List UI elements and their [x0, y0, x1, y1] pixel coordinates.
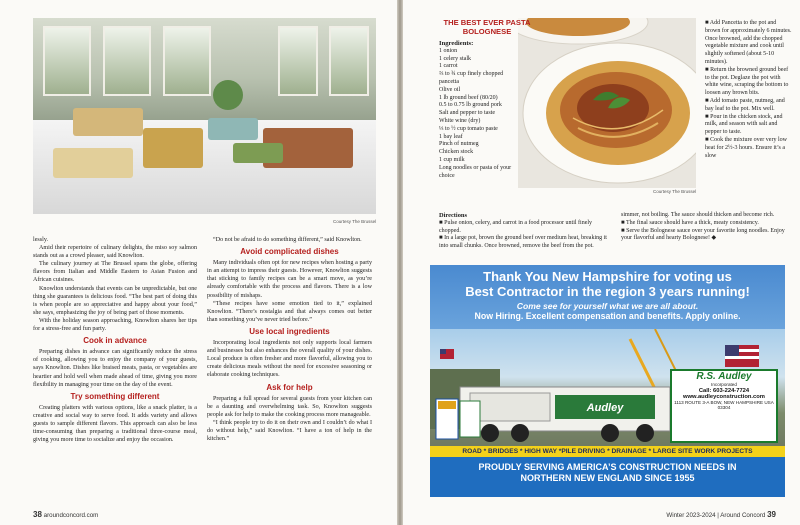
svg-text:Audley: Audley: [586, 402, 624, 414]
ingredient: 1 bay leaf: [439, 133, 463, 140]
pasta-photo: [518, 18, 696, 188]
audley-logo: [670, 369, 778, 443]
right-page: [403, 0, 800, 525]
subheading-avoid-complicated-dishes: Avoid complicated dishes: [240, 247, 339, 257]
paragraph: “These recipes have some emotion tied to it,” explained Knowlton. “There’s nostalgia and that always comes out better than something you’ve never tried before.”: [207, 300, 372, 323]
paragraph: The culinary journey at The Brussel spans the globe, offering flavors from Italian and Middle Eastern to Asian Fusion and African cuisines.: [33, 261, 197, 284]
ingredient: 1 onion: [439, 47, 458, 54]
paragraph: Amid their repertoire of culinary delights, the miso soy salmon stands out as a crowd pleaser, said Knowlton.: [33, 245, 197, 260]
paragraph: “Do not be afraid to do something different,” said Knowlton.: [213, 237, 362, 243]
subheading-try-something-different: Try something different: [70, 391, 160, 401]
ad-footer-line-1: PROUDLY SERVING AMERICA’S CONSTRUCTION NEEDS IN: [478, 462, 737, 472]
paragraph: Preparing dishes in advance can significantly reduce the stress of cooking, allowing you to enjoy the company of your guests, says Knowlton. Dishes like braised meats, pasta, or vegetables are heartier and hold well when made ahead of time, giving you more flexibility in managing your time on the day of the event.: [33, 349, 197, 388]
logo-address: 1113 ROUTE 3-A BOW, NEW HAMPSHIRE USA 03304: [674, 399, 774, 411]
paragraph: Preparing a full spread for several guests from your kitchen can be a daunting and overwhelming task. So, Knowlton suggests people ask for help to make the cooking process more manageable.: [207, 395, 372, 418]
ad-tagline: Come see for yourself what we are all about.: [516, 301, 699, 311]
ingredient: Chicken stock: [439, 149, 474, 156]
recipe-steps: [705, 20, 793, 160]
folio-left: [33, 510, 98, 519]
buffet-photo: [33, 18, 376, 214]
step: ■ Add Pancetta to the pot and brown for approximately 6 minutes. Once browned, add the chopped vegetable mixture and cook until slightly softened (about 5-10 minutes).: [705, 20, 792, 65]
ingredient: Pinch of nutmeg: [439, 141, 479, 148]
direction-step: ■ In a large pot, brown the ground beef over medium heat, breaking it into small chunks. Once browned, remove the beef from the pot.: [439, 235, 607, 250]
step: ■ Pour in the chicken stock, and milk, and season with salt and pepper to taste.: [705, 113, 783, 136]
step: ■ Cook the mixture over very low heat for 2½-3 hours. Ensure it’s a slow: [705, 136, 787, 159]
right-column: [207, 236, 372, 443]
ingredient: 1 cup milk: [439, 156, 465, 163]
ingredient: ⅓ to ½ cup tomato paste: [439, 125, 498, 132]
left-page: [0, 0, 397, 525]
ingredients-list: [439, 40, 537, 180]
logo-name: R.S. Audley: [696, 371, 752, 382]
ingredient: Long noodles or pasta of your choice: [439, 164, 512, 179]
direction-step: ■ Pulse onion, celery, and carrot in a food processor until finely chopped.: [439, 219, 593, 234]
ingredient: 1 carrot: [439, 63, 458, 70]
subheading-use-local-ingredients: Use local ingredients: [249, 326, 330, 336]
ingredient: 1 lb ground beef (80/20): [439, 94, 498, 101]
left-column: [33, 236, 197, 444]
ingredient: 0.5 to 0.75 lb ground pork: [439, 102, 502, 109]
paragraph: Creating platters with various options, like a snack platter, is a creative and social way to serve food. It adds variety and allows guests to sample different flavors. This approach can also be less time-consuming than preparing a traditional three-course meal, giving you more time to socialize and enjoy the occasion.: [33, 404, 197, 444]
ad-headline-1: Thank You New Hampshire for voting us: [483, 269, 732, 284]
step: ■ Return the browned ground beef to the pot. Deglaze the pot with white wine, scraping the bottom to loosen any brown bits.: [705, 66, 789, 97]
photo-credit: Courtesy The Brussel: [333, 219, 377, 224]
ad-hiring: Now Hiring. Excellent compensation and benefits. Apply online.: [474, 311, 741, 321]
direction-step: ■ The final sauce should have a thick, meaty consistency.: [621, 219, 759, 226]
ad-services-strip: ROAD * BRIDGES * HIGH WAY *PILE DRIVING * DRAINAGE * LARGE SITE WORK PROJECTS: [430, 446, 785, 457]
direction-step: simmer, not boiling. The sauce should thicken and become rich.: [621, 212, 775, 218]
ad-banner: [430, 265, 785, 329]
ingredients-heading: Ingredients:: [439, 40, 474, 47]
ad-footer: [430, 457, 785, 497]
ingredient: 1 celery stalk: [439, 55, 471, 62]
folio-right: [666, 510, 776, 519]
step: ■ Add tomato paste, nutmeg, and bay leaf to the pot. Mix well.: [705, 97, 785, 112]
directions-heading: Directions: [439, 212, 467, 219]
ad-footer-line-2: NORTHERN NEW ENGLAND SINCE 1955: [520, 473, 695, 483]
subheading-ask-for-help: Ask for help: [266, 382, 313, 392]
folio-text: Winter 2023-2024 | Around Concord: [666, 512, 766, 519]
page-number: 39: [767, 510, 776, 519]
logo-website[interactable]: www.audleyconstruction.com: [683, 393, 765, 400]
subheading-cook-in-advance: Cook in advance: [83, 336, 147, 346]
page-number: 38: [33, 510, 42, 519]
ingredient: Salt and pepper to taste: [439, 110, 495, 117]
paragraph: Many individuals often opt for new recipes when hosting a party in an attempt to impress their guests. However, Knowlton suggests that sticking to family recipes can be a smart move, as you’re already comfortable with the process and flavors. There is a low possibility of mishaps.: [207, 260, 372, 299]
direction-step: ■ Serve the Bolognese sauce over your favorite long noodles. Enjoy your flavorful and hearty Bolognese! ◆: [621, 227, 785, 242]
ingredient: Olive oil: [439, 86, 461, 93]
paragraph: lessly.: [33, 237, 49, 243]
photo-credit: Courtesy The Brussel: [653, 189, 697, 194]
paragraph: Incorporating local ingredients not only supports local farmers and businesses but also enhances the overall quality of your dishes. Local produce is often fresher and more flavorful, allowing you to create delicious meals without the need for excessive seasoning or elaborate cooking techniques.: [207, 340, 372, 379]
audley-advertisement[interactable]: [430, 265, 785, 497]
recipe-title: THE BEST EVER PASTA BOLOGNESE: [443, 18, 531, 36]
paragraph: With the holiday season approaching, Knowlton shares her tips for a stress-free and fun party.: [33, 317, 197, 333]
logo-tag: Incorporated: [711, 382, 737, 387]
ingredient: ⅔ to ¾ cup finely chopped pancetta: [439, 71, 504, 85]
ingredient: White wine (dry): [439, 117, 481, 124]
paragraph: Knowlton understands that events can be unpredictable, but one thing she guarantees is delicious food. “The best part of doing this is when people are so appreciative and happy about your food,” she says, emphasizing the joy of being part of those moments.: [33, 285, 197, 316]
ad-headline-2: Best Contractor in the region 3 years running!: [465, 284, 750, 299]
paragraph: “I think people try to do it on their own and I couldn’t do what I do without help,” said Knowlton. “I have a ton of help in the kitchen.”: [207, 419, 372, 443]
logo-phone: Call: 603-224-7724: [698, 387, 750, 394]
folio-site: aroundconcord.com: [43, 512, 99, 519]
